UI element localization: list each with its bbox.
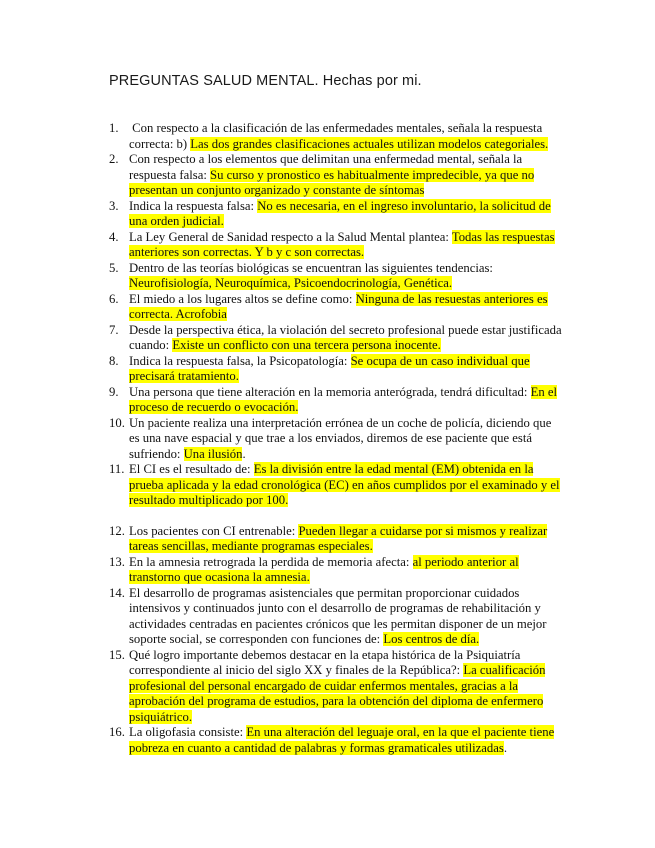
question-text: El miedo a los lugares altos se define como: (129, 291, 356, 306)
question-suffix: . (242, 446, 246, 461)
question-item (109, 152, 564, 199)
question-text: Indica la respuesta falsa: (129, 198, 258, 213)
question-item (109, 416, 564, 463)
question-text: Con respecto a la clasificación de las enfermedades mentales, señala la respuesta correcta: b) (129, 121, 543, 151)
highlighted-answer: Es la división entre la edad mental (EM) obtenida en la prueba aplicada y la edad cronológica (EC) en años cumplidos por el examinado y el resultado multiplicado por 100. (129, 462, 560, 507)
question-item (109, 261, 564, 292)
question-text: En la amnesia retrograda la perdida de memoria afecta: (129, 554, 413, 569)
question-item (109, 230, 564, 261)
highlighted-answer: Existe un conflicto con una tercera persona inocente. (172, 338, 441, 352)
question-number: 15. (109, 647, 125, 662)
highlighted-answer: Una ilusión (183, 446, 243, 461)
question-item (109, 199, 564, 230)
question-number: 13. (109, 554, 125, 569)
question-number: 4. (109, 229, 119, 244)
question-number: 3. (109, 198, 119, 213)
question-item (109, 524, 564, 555)
question-text: El CI es el resultado de: (129, 462, 254, 476)
highlighted-answer: Los centros de día. (383, 632, 480, 646)
question-item (109, 292, 564, 323)
question-text: Dentro de las teorías biológicas se encuentran las siguientes tendencias: (129, 260, 493, 275)
highlighted-answer: Su curso y pronostico es habitualmente impredecible, ya que no presentan un conjunto organizado y constante de síntomas (129, 167, 535, 197)
question-text: Una persona que tiene alteración en la memoria anterógrada, tendrá dificultad: (129, 384, 531, 399)
question-number: 12. (109, 523, 125, 538)
question-item (109, 121, 564, 152)
question-number: 8. (109, 353, 119, 368)
question-text: Los pacientes con CI entrenable: (129, 523, 299, 538)
highlighted-answer: Se ocupa de un caso individual que precisará tratamiento. (129, 353, 530, 383)
highlighted-answer: Ninguna de las resuestas anteriores es correcta. Acrofobia (129, 291, 548, 321)
question-item (109, 385, 564, 416)
question-item (109, 462, 564, 509)
question-number: 1. (109, 121, 119, 135)
question-item (109, 323, 564, 354)
question-item (109, 586, 564, 648)
question-number: 6. (109, 291, 119, 306)
question-number: 14. (109, 585, 125, 600)
question-text: Con respecto a los elementos que delimitan una enfermedad mental, señala la respuesta falsa: (129, 152, 523, 182)
question-number: 2. (109, 152, 119, 166)
question-item (109, 648, 564, 726)
highlighted-answer: Todas las respuestas anteriores son correctas. Y b y c son correctas. (129, 229, 555, 259)
question-text: La Ley General de Sanidad respecto a la Salud Mental plantea: (129, 229, 452, 244)
highlighted-answer: No es necesaria, en el ingreso involuntario, la solicitud de una orden judicial. (129, 198, 551, 228)
question-number: 10. (109, 415, 125, 430)
highlighted-answer: La cualificación profesional del personal encargado de cuidar enfermos mentales, gracias a la aprobación del programa de estudios, para la obtención del diploma de enfermero psiquiátrico. (129, 663, 546, 724)
question-text: El desarrollo de programas asistenciales que permitan proporcionar cuidados intensivos y continuados junto con el desarrollo de programas de rehabilitación y actividades centradas en pacientes crónicos que les permitan disponer de un mejor soporte social, se corresponden con funciones de: (129, 585, 547, 646)
question-number: 5. (109, 260, 119, 275)
question-number: 9. (109, 384, 119, 399)
question-list (109, 121, 564, 756)
question-number: 11. (109, 462, 125, 476)
document-title: PREGUNTAS SALUD MENTAL. Hechas por mi. (109, 73, 422, 89)
question-text: Indica la respuesta falsa, la Psicopatología: (129, 353, 351, 368)
highlighted-answer: al periodo anterior al transtorno que ocasiona la amnesia. (129, 554, 519, 584)
question-suffix: . (503, 740, 507, 755)
highlighted-answer: En el proceso de recuerdo o evocación. (129, 384, 558, 414)
question-item (109, 555, 564, 586)
highlighted-answer: En una alteración del leguaje oral, en la que el paciente tiene pobreza en cuanto a cantidad de palabras y formas gramaticales utilizadas (129, 725, 555, 755)
highlighted-answer: Neurofisiología, Neuroquímica, Psicoendocrinología, Genética. (129, 276, 453, 290)
question-item (109, 354, 564, 385)
highlighted-answer: Las dos grandes clasificaciones actuales utilizan modelos categoriales. (190, 136, 549, 151)
question-text: La oligofasia consiste: (129, 725, 247, 739)
question-text: Desde la perspectiva ética, la violación del secreto profesional puede estar justificada cuando: (129, 322, 562, 352)
highlighted-answer: Pueden llegar a cuidarse por si mismos y realizar tareas sencillas, mediante programas especiales. (129, 523, 548, 553)
question-number: 16. (109, 725, 125, 739)
question-text: Un paciente realiza una interpretación errónea de un coche de policía, diciendo que es una nave espacial y que trae a los enviados, diremos de ese paciente que está sufriendo: (129, 415, 552, 461)
question-item (109, 725, 564, 756)
question-text: Qué logro importante debemos destacar en la etapa histórica de la Psiquiatría correspondiente al inicio del siglo XX y finales de la República?: (129, 647, 521, 677)
question-number: 7. (109, 322, 119, 337)
